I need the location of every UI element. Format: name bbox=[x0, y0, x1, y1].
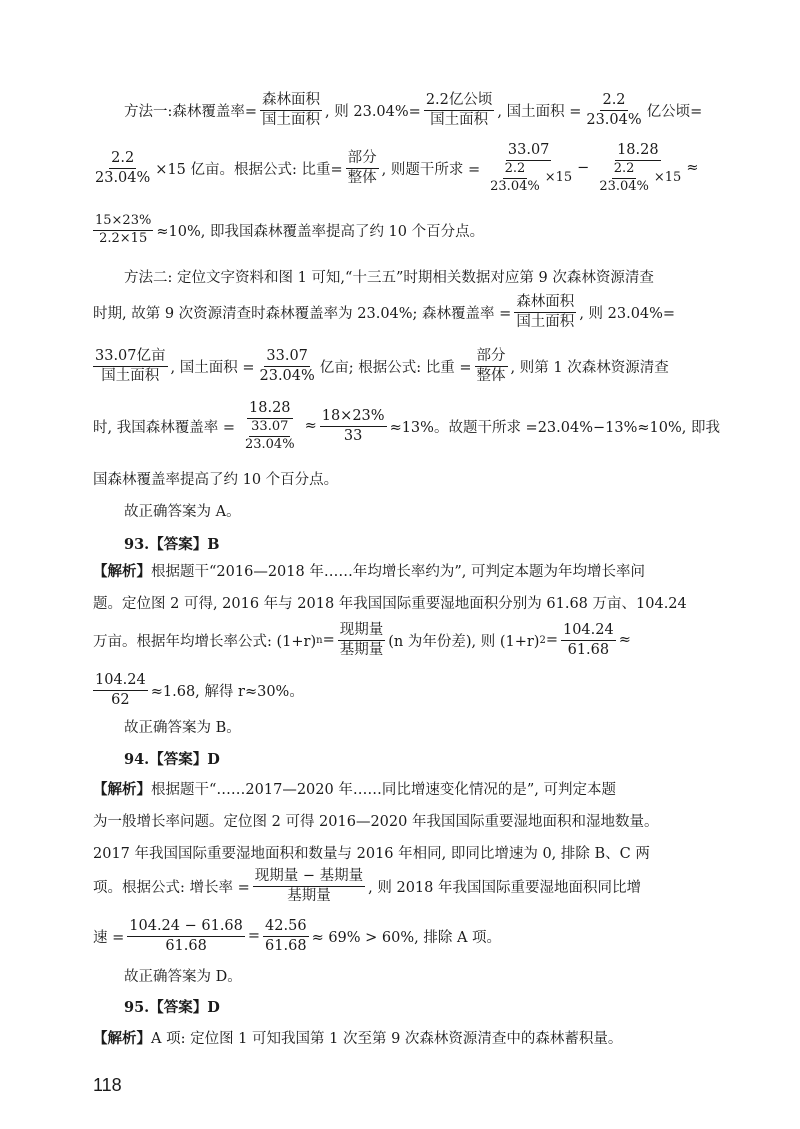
method1-line1 bbox=[124, 92, 734, 128]
text: ≈10%, 即我国森林覆盖率提高了约 10 个百分点。 bbox=[156, 223, 485, 240]
q94-line2: 为一般增长率问题。定位图 2 可得 2016—2020 年我国国际重要湿地面积和湿地数量。 bbox=[93, 814, 659, 830]
fraction: $\frac{2.2}{23.04\%}$ bbox=[95, 150, 151, 186]
q93-line4: $\frac{104.24}{62}$ ≈1.68, 解得 r≈30%。 bbox=[95, 672, 304, 708]
fraction: $\frac{18\times 23\%}{33}$ bbox=[321, 408, 385, 444]
method2-line1: 方法二: 定位文字资料和图 1 可知,“十三五”时期相关数据对应第 9 次森林资源清查 bbox=[124, 270, 654, 286]
q95-heading: 95.【答案】D bbox=[124, 999, 220, 1016]
fraction: $\frac{42.56}{61.68}$ bbox=[265, 918, 307, 954]
fraction: $\frac{\text{部分}}{\text{整体}}$ bbox=[476, 348, 506, 384]
text: , 则 23.04%= bbox=[325, 103, 421, 120]
method1-line3 bbox=[93, 214, 733, 247]
method2-line4: 时, 我国森林覆盖率 = $\frac{18.28}{\frac{33.07}{23.04\%}}$ ≈ $\frac{18\times 23\%}{33}$ ≈13%。故题干所求 =23.04%−13%≈10%, 即我 bbox=[93, 400, 720, 452]
q93-heading: 93.【答案】B bbox=[124, 536, 220, 553]
fraction: $\frac{\text{33.07亿亩}}{\text{国土面积}}$ bbox=[95, 348, 166, 384]
compound-fraction: 18.28 $\frac{2.2}{23.04\%}$ ×15 bbox=[599, 142, 682, 194]
text: − bbox=[577, 160, 590, 177]
compound-fraction: 33.07 $\frac{2.2}{23.04\%}$ ×15 bbox=[490, 142, 573, 194]
q93-line1: 【解析】 根据题干“2016—2018 年……年均增长率约为”, 可判定本题为年均增长率问 bbox=[93, 563, 645, 580]
q95-line1: 【解析】 A 项: 定位图 1 可知我国第 1 次至第 9 次森林资源清查中的森林蓄积量。 bbox=[93, 1030, 623, 1047]
page-number: 118 bbox=[93, 1075, 122, 1095]
fraction: $\frac{15\times 23\%}{2.2\times 15}$ bbox=[95, 213, 152, 246]
fraction: $\frac{104.24}{62}$ bbox=[95, 672, 146, 708]
fraction: $\frac{\text{森林面积}}{\text{国土面积}}$ bbox=[262, 92, 321, 128]
method2-line5: 国森林覆盖率提高了约 10 个百分点。 bbox=[93, 472, 339, 488]
fraction: $\frac{\text{现期量 − 基期量}}{\text{基期量}}$ bbox=[254, 868, 364, 904]
text: ×15 亿亩。根据公式: 比重= bbox=[155, 161, 343, 178]
compound-fraction: $\frac{18.28}{\frac{33.07}{23.04\%}}$ bbox=[244, 400, 295, 452]
fraction: $\frac{\text{现期量}}{\text{基期量}}$ bbox=[339, 622, 384, 658]
q93-line3: 万亩。根据年均增长率公式: (1+r) n = $\frac{\text{现期量}}{\text{基期量}}$ (n 为年份差), 则 (1+r) 2 = $\frac{104.24}{61.68}$ ≈ bbox=[93, 622, 631, 658]
fraction: $\frac{104.24}{61.68}$ bbox=[562, 622, 614, 658]
q94-line3: 2017 年我国国际重要湿地面积和数量与 2016 年相同, 即同比增速为 0, 排除 B、C 两 bbox=[93, 846, 650, 862]
fraction: $\frac{104.24 - 61.68}{61.68}$ bbox=[129, 918, 243, 954]
answer-94: 故正确答案为 D。 bbox=[124, 969, 242, 985]
answer-93: 故正确答案为 B。 bbox=[124, 720, 241, 736]
fraction: $\frac{\text{部分}}{\text{整体}}$ bbox=[347, 150, 377, 186]
text: , 则题干所求 = bbox=[381, 161, 481, 178]
text: 亿公顷= bbox=[646, 103, 703, 120]
method2-line3: $\frac{\text{33.07亿亩}}{\text{国土面积}}$ , 国土面积 = $\frac{33.07}{23.04\%}$ 亿亩; 根据公式: 比重 = $\frac{\text{部分}}{\text{整体}}$ , 则第 1 次森林资源清查 bbox=[95, 348, 669, 384]
q94-line4: 项。根据公式: 增长率 = $\frac{\text{现期量 − 基期量}}{\text{基期量}}$ , 则 2018 年我国国际重要湿地面积同比增 bbox=[93, 868, 641, 904]
method2-line2: 时期, 故第 9 次资源清查时森林覆盖率为 23.04%; 森林覆盖率 = $\frac{\text{森林面积}}{\text{国土面积}}$ , 则 23.04%= bbox=[93, 294, 676, 330]
text: 方法一:森林覆盖率= bbox=[124, 103, 258, 120]
text: ≈ bbox=[686, 160, 699, 177]
fraction: $\frac{2.2}{23.04\%}$ bbox=[586, 92, 642, 128]
q93-line2: 题。定位图 2 可得, 2016 年与 2018 年我国国际重要湿地面积分别为 61.68 万亩、104.24 bbox=[93, 596, 687, 612]
fraction: $\frac{33.07}{23.04\%}$ bbox=[259, 348, 315, 384]
answer-92: 故正确答案为 A。 bbox=[124, 504, 241, 520]
method1-line2 bbox=[93, 142, 733, 195]
q94-line5: 速 = $\frac{104.24 - 61.68}{61.68}$ = $\frac{42.56}{61.68}$ ≈ 69% > 60%, 排除 A 项。 bbox=[93, 918, 502, 954]
fraction: $\frac{\text{2.2亿公顷}}{\text{国土面积}}$ bbox=[425, 92, 493, 128]
fraction: $\frac{\text{森林面积}}{\text{国土面积}}$ bbox=[516, 294, 575, 330]
q94-line1: 【解析】 根据题干“……2017—2020 年……同比增速变化情况的是”, 可判定本题 bbox=[93, 781, 616, 798]
text: , 国土面积 = bbox=[497, 103, 582, 120]
q94-heading: 94.【答案】D bbox=[124, 751, 220, 768]
